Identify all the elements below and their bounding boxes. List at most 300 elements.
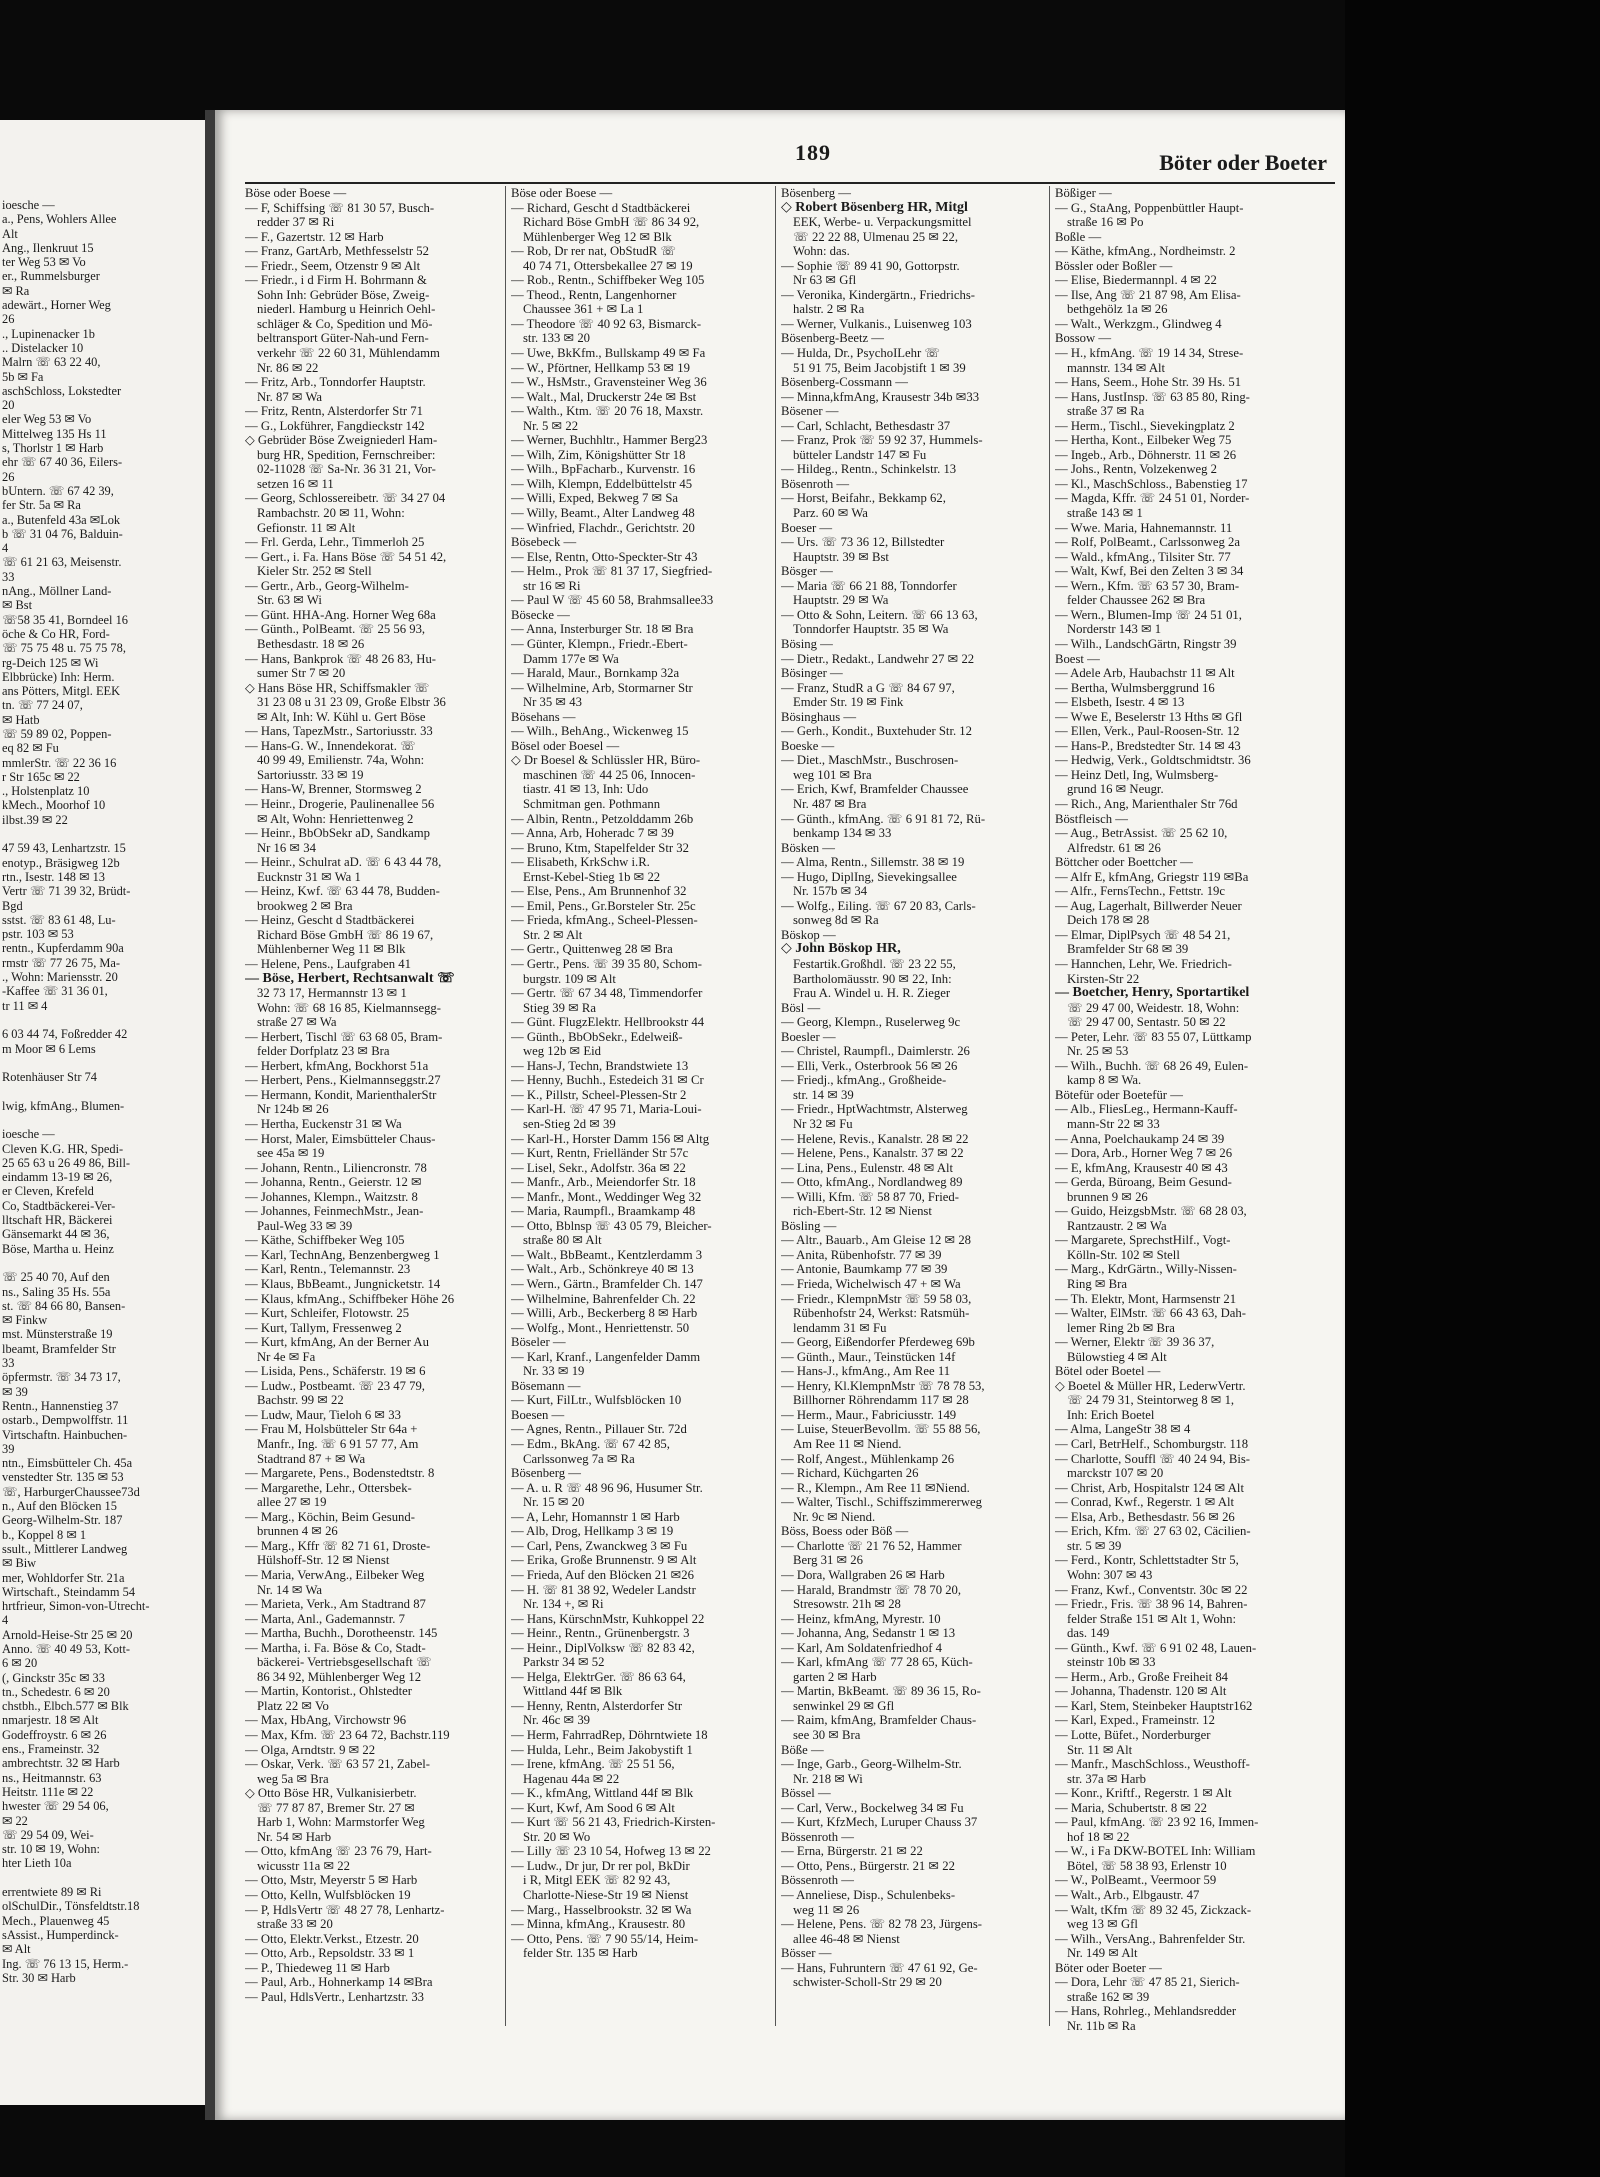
previous-page-line [2,1056,202,1070]
previous-page-line: eq 82 ✉ Fu [2,741,59,756]
directory-entry-line: — Günt. HHA-Ang. Horner Weg 68a [245,607,436,622]
directory-entry-line: — Marieta, Verk., Am Stadtrand 87 [245,1597,426,1612]
previous-page-line: Anno. ☏ 40 49 53, Kott- [2,1641,131,1656]
directory-entry-continuation: benkamp 134 ✉ 33 [793,826,892,841]
directory-entry-continuation: Deich 178 ✉ 28 [1067,913,1150,928]
directory-entry-line: — Ilse, Ang ☏ 21 87 98, Am Elisa- [1055,287,1241,302]
directory-entry-line: — Carl, BetrHelf., Schomburgstr. 118 [1055,1437,1249,1452]
directory-entry-line: — Fritz, Rentn, Alsterdorfer Str 71 [245,404,423,419]
directory-entry-line: — Edm., BkAng. ☏ 67 42 85, [511,1437,670,1452]
directory-entry-continuation: felder Straße 151 ✉ Alt 1, Wohn: [1067,1611,1236,1626]
directory-entry-continuation: Rübenhofstr 24, Werkst: Ratsmüh- [793,1306,970,1321]
directory-entry-line: — Elise, Biedermannpl. 4 ✉ 22 [1055,273,1217,288]
previous-page-line: Georg-Wilhelm-Str. 187 [2,1513,123,1528]
directory-entry-line: — P., Thiedeweg 11 ✉ Harb [245,1960,390,1975]
directory-entry-line: — Günth., Kwf. ☏ 6 91 02 48, Lauen- [1055,1640,1257,1655]
directory-entry-line: — Frieda, Auf den Blöcken 21 ✉26 [511,1567,694,1582]
directory-entry-line: — Emil, Pens., Gr.Borsteler Str. 25c [511,898,696,913]
previous-page-line: kMech., Moorhof 10 [2,798,106,813]
directory-entry-continuation: bütteler Landstr 147 ✉ Fu [793,447,927,462]
directory-entry-line: — Konr., Kriftf., Regerstr. 1 ✉ Alt [1055,1786,1232,1801]
directory-entry-line: Bößiger — [1055,186,1112,200]
previous-page-line: ☏ 25 40 70, Auf den [2,1270,110,1285]
directory-entry-continuation: Ernst-Kebel-Stieg 1b ✉ 22 [523,869,661,884]
directory-entry-continuation: felder Chaussee 262 ✉ Bra [1067,593,1206,608]
previous-page-line: nmarjestr. 18 ✉ Alt [2,1713,99,1728]
directory-entry-continuation: Nr. 218 ✉ Wi [793,1771,863,1786]
directory-entry-line: — Rolf, PolBeamt., Carlssonweg 2a [1055,535,1241,550]
directory-entry-line: — Olga, Arndtstr. 9 ✉ 22 [245,1742,376,1757]
directory-entry-continuation: Ring ✉ Bra [1067,1277,1127,1292]
previous-page-line: 47 59 43, Lenhartzstr. 15 [2,841,126,856]
directory-entry-line: — Karl, Kranf., Langenfelder Damm [511,1349,701,1364]
directory-entry-line: — Anneliese, Disp., Schulenbeks- [781,1887,956,1902]
previous-page-line: str. 10 ✉ 19, Wohn: [2,1842,100,1857]
directory-entry-line: — Karl, Am Soldatenfriedhof 4 [781,1640,943,1655]
directory-entry-continuation: Parkstr 34 ✉ 52 [523,1655,605,1670]
directory-entry-continuation: Nr. 25 ✉ 53 [1067,1044,1129,1059]
directory-entry-line: — Wilh, Klempn, Eddelbüttelstr 45 [511,476,693,491]
directory-entry-continuation: bäckerei- Vertriebsgesellschaft ☏ [257,1655,432,1670]
directory-entry-line: — Gertr., Quittenweg 28 ✉ Bra [511,942,673,957]
directory-entry-continuation: Bachstr. 99 ✉ 22 [257,1393,344,1408]
previous-page-line: ns., Saling 35 Hs. 55a [2,1284,111,1299]
previous-page-line: s, Thorlstr 1 ✉ Harb [2,441,104,456]
directory-entry-continuation: Str. 2 ✉ Alt [523,927,583,942]
directory-entry-line: Böstfleisch — [1055,811,1128,826]
directory-entry-line: — Wern., Kfm. ☏ 63 57 30, Bram- [1055,578,1240,593]
directory-entry-line: — Otto, kfmAng., Nordlandweg 89 [781,1175,963,1190]
directory-entry-line: — Hans, KürschnMstr, Kuhkoppel 22 [511,1611,705,1626]
directory-entry-line: — Frieda, kfmAng., Scheel-Plessen- [511,913,698,928]
directory-entry-line: — Antonie, Baumkamp 77 ✉ 39 [781,1262,948,1277]
directory-entry-line: — Friedr., KlempnMstr ☏ 59 58 03, [781,1291,972,1306]
directory-entry-line: — Heinz, Kwf. ☏ 63 44 78, Budden- [245,884,440,899]
previous-page-column [2,198,202,1985]
directory-entry-line: — Else, Pens., Am Brunnenhof 32 [511,884,687,899]
directory-entry-line: — G., StaAng, Poppenbüttler Haupt- [1055,200,1244,215]
directory-entry-continuation: ☏ 29 47 00, Sentastr. 50 ✉ 22 [1067,1015,1226,1030]
directory-entry-line: — Kurt, Tallym, Fressenweg 2 [245,1320,402,1335]
previous-page-line: Str. 30 ✉ Harb [2,1970,76,1985]
directory-entry-line: Böter oder Boeter — [1055,1960,1162,1975]
directory-entry-line: Bössenroth — [781,1873,854,1888]
directory-entry-line: — Hans, Bankprok ☏ 48 26 83, Hu- [245,651,437,666]
directory-entry-line: — Walt., Arb., Schönkreye 40 ✉ 13 [511,1262,694,1277]
directory-entry-continuation: halstr. 2 ✉ Ra [793,302,865,317]
directory-entry-line: — Kurt, Kwf, Am Sood 6 ✉ Alt [511,1800,675,1815]
directory-entry-line: — Bertha, Wulmsberggrund 16 [1055,680,1215,695]
directory-entry-line: — Wilh., Buchh. ☏ 68 26 49, Eulen- [1055,1058,1249,1073]
directory-entry-continuation: straße 143 ✉ 1 [1067,506,1143,521]
directory-entry-line: — Otto & Sohn, Leitern. ☏ 66 13 63, [781,607,978,622]
previous-page-line [2,1256,202,1270]
previous-page-line: öche & Co HR, Ford- [2,626,110,641]
previous-page-line: ioesche — [2,198,55,212]
previous-page-line: Cleven K.G. HR, Spedi- [2,1141,124,1156]
previous-page-line: ☏ 75 75 48 u. 75 75 78, [2,641,126,656]
directory-entry-line: — Alfr., FernsTechn., Fettstr. 19c [1055,884,1226,899]
directory-entry-line: Bösebeck — [511,535,577,550]
column-divider [505,186,506,2026]
previous-page-line: ☏ 59 89 02, Poppen- [2,726,112,741]
previous-page-line: rentn., Kupferdamm 90a [2,941,124,956]
previous-page-line: Elbbrücke) Inh: Herm. [2,669,115,684]
directory-entry-continuation: str. 133 ✉ 20 [523,331,591,346]
directory-entry-line: — Irene, kfmAng. ☏ 25 51 56, [511,1757,675,1772]
directory-entry-line: — A, Lehr, Homannstr 1 ✉ Harb [511,1509,680,1524]
previous-page-line: ✉ Alt [2,1942,31,1957]
directory-entry-line: Boesen — [511,1407,565,1422]
directory-entry-line: — Kurt, Schleifer, Flotowstr. 25 [245,1306,410,1321]
directory-entry-line: — Ellen, Verk., Paul-Roosen-Str. 12 [1055,724,1240,739]
previous-page-line: Co, Stadtbäckerei-Ver- [2,1198,116,1213]
directory-entry-line: — Henny, Buchh., Estedeich 31 ✉ Cr [511,1073,704,1088]
directory-entry-line: — Max, Kfm. ☏ 23 64 72, Bachstr.119 [245,1727,450,1742]
directory-entry-line: Bössenroth — [781,1829,854,1844]
previous-page-line: ✉ Ra [2,283,30,298]
directory-entry-continuation: 32 73 17, Hermannstr 13 ✉ 1 [257,986,407,1001]
directory-entry-line: — Otto, Pens., Bürgerstr. 21 ✉ 22 [781,1858,955,1873]
directory-page [215,110,1345,2120]
directory-entry-continuation: Kirsten-Str 22 [1067,971,1140,986]
directory-entry-line: — Erika, Große Brunnenstr. 9 ✉ Alt [511,1553,697,1568]
directory-entry-continuation: Bartholomäusstr. 90 ✉ 22, Inh: [793,971,952,986]
previous-page-line: tr 11 ✉ 4 [2,998,48,1013]
directory-entry-continuation: Nr 4e ✉ Fa [257,1349,316,1364]
directory-entry-line: Boest — [1055,651,1100,666]
previous-page-line: enotyp., Bräsigweg 12b [2,855,120,870]
previous-page-line: 39 [2,1441,15,1456]
directory-entry-line: — Hans-G. W., Innendekorat. ☏ [245,738,416,753]
directory-entry-continuation: Nr. 46c ✉ 39 [523,1713,591,1728]
directory-entry-line: — Martin, Kontorist., Ohlstedter [245,1684,413,1699]
directory-entry-continuation: mann-Str 22 ✉ 33 [1067,1117,1160,1131]
directory-entry-line: — Uwe, BkKfm., Bullskamp 49 ✉ Fa [511,346,706,361]
directory-entry-line: — Helene, Pens. ☏ 82 78 23, Jürgens- [781,1917,982,1932]
directory-entry-line: — Raim, kfmAng, Bramfelder Chaus- [781,1713,977,1728]
directory-entry-line: — Helene, Pens., Kanalstr. 37 ✉ 22 [781,1146,964,1161]
previous-page-line: -Kaffee ☏ 31 36 01, [2,984,108,999]
previous-page-line: b ☏ 31 04 76, Balduin- [2,526,123,541]
directory-entry-line: ◇ Boetel & Müller HR, LederwVertr. [1055,1378,1246,1393]
directory-entry-line: — Hugo, DiplIng, Sievekingsallee [781,869,957,884]
previous-page-line [2,1013,202,1027]
directory-entry-line: — Frau M, Holsbütteler Str 64a + [245,1422,418,1437]
directory-entry-continuation: rich-Ebert-Str. 12 ✉ Nienst [793,1204,932,1219]
directory-entry-continuation: Rantzaustr. 2 ✉ Wa [1067,1218,1167,1233]
directory-entry-continuation: Eucknstr 31 ✉ Wa 1 [257,869,361,884]
directory-entry-continuation: straße 33 ✉ 20 [257,1917,333,1932]
directory-entry-continuation: burgstr. 109 ✉ Alt [523,971,616,986]
directory-entry-continuation: Nr 16 ✉ 34 [257,840,316,855]
directory-entry-line: — Anna, Insterburger Str. 18 ✉ Bra [511,622,694,637]
directory-entry-continuation: Berg 31 ✉ 26 [793,1553,863,1568]
directory-entry-line: — Paul W ☏ 45 60 58, Brahmsallee33 [511,593,714,608]
directory-entry-line: — Wolfg., Eiling. ☏ 67 20 83, Carls- [781,898,976,913]
directory-entry-line: — Wwe E, Beselerstr 13 Hths ✉ Gfl [1055,709,1243,724]
directory-entry-continuation: Stieg 39 ✉ Ra [523,1000,597,1015]
scan-background [1345,0,1600,2177]
directory-entry-line: — Hulda, Dr., PsychoILehr ☏ [781,346,941,361]
directory-entry-line: — Charlotte, Souffl ☏ 40 24 94, Bis- [1055,1451,1251,1466]
directory-entry-line: — Frieda, Wichelwisch 47 + ✉ Wa [781,1277,961,1292]
directory-entry-line: — Walt., Arb., Elbgaustr. 47 [1055,1887,1200,1902]
directory-entry-line: — Heinr., Schulrat aD. ☏ 6 43 44 78, [245,855,442,870]
directory-entry-line: — Hans-J., kfmAng., Am Ree 11 [781,1364,951,1379]
directory-entry-line: — Gertr., Pens. ☏ 39 35 80, Schom- [511,956,703,971]
directory-entry-line: Böseler — [511,1335,566,1350]
previous-page-line: lwig, kfmAng., Blumen- [2,1098,125,1113]
directory-entry-continuation: Harb 1, Wohn: Marmstorfer Weg [257,1815,425,1830]
directory-entry-line: — Friedj., kfmAng., Großheide- [781,1073,947,1088]
previous-page-line: ✉ Bst [2,598,33,613]
directory-entry-line: Bösenroth — [781,476,850,491]
directory-entry-line: — Richard, Gescht d Stadtbäckerei [511,200,691,215]
directory-entry-line: Bossow — [1055,331,1112,346]
directory-entry-continuation: ☏ 29 47 00, Weidestr. 18, Wohn: [1067,1000,1240,1015]
directory-entry-line: — Manfr., Arb., Meiendorfer Str. 18 [511,1175,696,1190]
directory-entry-continuation: Sartoriusstr. 33 ✉ 19 [257,767,364,782]
directory-entry-line: — Frl. Gerda, Lehr., Timmerloh 25 [245,535,425,550]
directory-entry-line: — Böse, Herbert, Rechtsanwalt ☏ [245,971,455,986]
directory-entry-line: Bösecke — [511,607,570,622]
directory-entry-continuation: Alfredstr. 61 ✉ 26 [1067,840,1161,855]
directory-entry-line: — Franz, Prok ☏ 59 92 37, Hummels- [781,433,983,448]
previous-page-line: ✉ 39 [2,1384,28,1399]
previous-page-line: ✉ Hatb [2,712,40,727]
directory-entry-continuation: Nr. 11b ✉ Ra [1067,2018,1136,2033]
directory-entry-continuation: schwister-Scholl-Str 29 ✉ 20 [793,1975,942,1990]
previous-page-line: sstst. ☏ 83 61 48, Lu- [2,912,116,927]
directory-entry-line: Bösing — [781,636,833,651]
directory-entry-line: — Georg, Eißendorfer Pferdeweg 69b [781,1335,975,1350]
previous-page-line: ., Wohn: Mariensstr. 20 [2,970,118,985]
previous-page-line: tn. ☏ 77 24 07, [2,698,83,713]
directory-entry-line: — W., i Fa DKW-BOTEL Inh: William [1055,1844,1256,1859]
previous-page-line: fer Str. 5a ✉ Ra [2,498,81,513]
directory-entry-line: — Kurt, kfmAng, An der Berner Au [245,1335,429,1350]
directory-entry-continuation: ☏ 77 87 87, Bremer Str. 27 ✉ [257,1800,415,1815]
directory-entry-line: — Hans, Fuhruntern ☏ 47 61 92, Ge- [781,1960,978,1975]
directory-entry-line: — Franz, GartArb, Methfesselstr 52 [245,244,429,259]
directory-entry-line: — W., Pförtner, Hellkamp 53 ✉ 19 [511,360,690,375]
directory-entry-line: — Franz, Kwf., Conventstr. 30c ✉ 22 [1055,1582,1248,1597]
directory-entry-line: — Friedr., Seem, Otzenstr 9 ✉ Alt [245,258,421,273]
directory-entry-line: — Erich, Kwf, Bramfelder Chaussee [781,782,969,797]
directory-entry-line: — H. ☏ 81 38 92, Wedeler Landstr [511,1582,696,1597]
directory-entry-continuation: bethgehölz 1a ✉ 26 [1067,302,1168,317]
previous-page-line: Wirtschaft., Steindamm 54 [2,1584,136,1599]
previous-page-line: (, Ginckstr 35c ✉ 33 [2,1670,105,1685]
directory-entry-line: — Johanna, Ang, Sedanstr 1 ✉ 13 [781,1626,956,1641]
directory-entry-continuation: Am Ree 11 ✉ Niend. [793,1437,902,1452]
directory-entry-continuation: Stresowstr. 21h ✉ 28 [793,1597,901,1612]
previous-page-line: ., Lupinenacker 1b [2,326,95,341]
directory-entry-continuation: allee 27 ✉ 19 [257,1495,327,1510]
directory-entry-line: — Charlotte ☏ 21 76 52, Hammer [781,1538,962,1553]
directory-entry-continuation: Chaussee 361 + ✉ La 1 [523,302,644,317]
directory-entry-continuation: brookweg 2 ✉ Bra [257,898,353,913]
directory-entry-line: — Harald, Maur., Bornkamp 32a [511,666,680,681]
directory-entry-line: — Elli, Verk., Osterbrook 56 ✉ 26 [781,1058,958,1073]
directory-entry-line: — Karl, Stem, Steinbeker Hauptstr162 [1055,1698,1253,1713]
directory-entry-line: — Harald, Brandmstr ☏ 78 70 20, [781,1582,962,1597]
directory-entry-continuation: marckstr 107 ✉ 20 [1067,1466,1164,1481]
directory-entry-continuation: Inh: Erich Boetel [1067,1407,1155,1422]
directory-entry-line: Bösken — [781,840,835,855]
directory-entry-line: — Johannes, FeinmechMstr., Jean- [245,1204,424,1219]
directory-entry-continuation: setzen 16 ✉ 11 [257,476,334,491]
directory-entry-continuation: Nr. 33 ✉ 19 [523,1364,585,1379]
directory-entry-continuation: burg HR, Spedition, Fernschreiber: [257,447,436,462]
directory-entry-line: Bösger — [781,564,833,579]
previous-page-line: m Moor ✉ 6 Lems [2,1041,96,1056]
directory-entry-continuation: Hagenau 44a ✉ 22 [523,1771,620,1786]
previous-page-line: ilbst.39 ✉ 22 [2,812,68,827]
directory-entry-continuation: Str. 20 ✉ Wo [523,1829,591,1844]
directory-entry-line: — Martha, Buchh., Dorotheenstr. 145 [245,1626,438,1641]
directory-entry-line: — Elmar, DiplPsych ☏ 48 54 21, [1055,927,1231,942]
directory-entry-line: — Elsbeth, Isestr. 4 ✉ 13 [1055,695,1185,710]
directory-entry-continuation: allee 46-48 ✉ Nienst [793,1931,900,1946]
directory-entry-continuation: Wohn: das. [793,244,850,259]
directory-entry-line: — Magda, Kffr. ☏ 24 51 01, Norder- [1055,491,1250,506]
directory-entry-line: — Henry, Kl.KlempnMstr ☏ 78 78 53, [781,1378,985,1393]
directory-entry-line: — Herm., Arb., Große Freiheit 84 [1055,1669,1229,1684]
directory-entry-line: — Theod., Rentn, Langenhorner [511,287,677,302]
directory-entry-continuation: grund 16 ✉ Neugr. [1067,782,1164,797]
directory-entry-continuation: Nr. 487 ✉ Bra [793,796,867,811]
previous-page-line: Ing. ☏ 76 13 15, Herm.- [2,1956,129,1971]
previous-page-line: Rotenhäuser Str 74 [2,1070,97,1085]
directory-entry-continuation: Bötel, ☏ 58 38 93, Erlenstr 10 [1067,1858,1227,1873]
directory-entry-line: Boesler — [781,1029,836,1044]
directory-entry-line: Bössel — [781,1786,831,1801]
page-number: 189 [795,140,831,165]
directory-entry-line: — F., Gazertstr. 12 ✉ Harb [245,229,384,244]
directory-entry-line: — Gerda, Büroang, Beim Gesund- [1055,1175,1232,1190]
directory-entry-line: — Guido, HeizgsbMstr. ☏ 68 28 03, [1055,1204,1247,1219]
previous-page-line [2,1113,202,1127]
directory-entry-continuation: sen-Stieg 2d ✉ 39 [523,1117,616,1131]
directory-entry-line: — Günter, Klempn., Friedr.-Ebert- [511,636,688,651]
directory-entry-line: Bösel oder Boesel — [511,738,620,753]
previous-page-line: ✉ Biw [2,1556,37,1571]
directory-entry-continuation: Emder Str. 19 ✉ Fink [793,695,904,710]
previous-page-line: er., Rummelsburger [2,269,100,284]
directory-entry-line: — Wwe. Maria, Hahnemannstr. 11 [1055,520,1233,535]
directory-entry-line: Böse oder Boese — [511,186,613,200]
directory-entry-line: — Luise, SteuerBevollm. ☏ 55 88 56, [781,1422,981,1437]
directory-entry-line: — Helene, Revis., Kanalstr. 28 ✉ 22 [781,1131,969,1146]
directory-entry-line: — Wern., Blumen-Imp ☏ 24 51 01, [1055,607,1242,622]
directory-entry-line: — Karl, Rentn., Telemannstr. 23 [245,1262,411,1277]
previous-page-line: ens., Frameinstr. 32 [2,1742,100,1757]
directory-entry-line: — Bruno, Ktm, Stapelfelder Str 32 [511,840,689,855]
directory-entry-line: Bötel oder Boetel — [1055,1364,1161,1379]
directory-entry-continuation: Damm 177e ✉ Wa [523,651,619,666]
directory-entry-continuation: Rambachstr. 20 ✉ 11, Wohn: [257,506,405,521]
previous-page-line: rg-Deich 125 ✉ Wi [2,655,99,670]
previous-page-line: mst. Münsterstraße 19 [2,1327,113,1342]
previous-page-line: hrtfrieur, Simon-von-Utrecht- [2,1599,150,1614]
directory-entry-continuation: Bülowstieg 4 ✉ Alt [1067,1349,1167,1364]
directory-entry-line: — Karl-H., Horster Damm 156 ✉ Altg [511,1131,710,1146]
directory-entry-line: ◇ John Böskop HR, [781,942,901,957]
directory-entry-continuation: see 30 ✉ Bra [793,1727,861,1742]
previous-page-line: ns., Heitmannstr. 63 [2,1770,102,1785]
directory-entry-line: — Otto, Pens. ☏ 7 90 55/14, Heim- [511,1931,699,1946]
previous-page-line: eler Weg 53 ✉ Vo [2,412,92,427]
directory-entry-continuation: str. 14 ✉ 39 [793,1087,854,1102]
directory-entry-line: — Henny, Rentn, Alsterdorfer Str [511,1698,683,1713]
previous-page-line: lbeamt, Bramfelder Str [2,1341,116,1356]
previous-page-line: adewärt., Horner Weg [2,298,111,313]
directory-entry-line: — Käthe, kfmAng., Nordheimstr. 2 [1055,244,1236,259]
directory-entry-continuation: Wohn: ☏ 68 16 85, Kielmannsegg- [257,1000,441,1015]
directory-entry-line: — Kurt, FilLtr., Wulfsblöcken 10 [511,1393,682,1408]
previous-page-line: rmstr ☏ 77 26 75, Ma- [2,955,121,970]
directory-entry-continuation: weg 5a ✉ Bra [257,1771,329,1786]
previous-page-line: Mech., Plauenweg 45 [2,1913,110,1928]
directory-entry-line: — Alb, Drog, Hellkamp 3 ✉ 19 [511,1524,674,1539]
directory-entry-line: ◇ Dr Boesel & Schlüssler HR, Büro- [511,753,701,768]
previous-page-line: ☏, HarburgerChaussee73d [2,1484,140,1499]
directory-entry-continuation: Gefionstr. 11 ✉ Alt [257,520,356,535]
directory-entry-line: — Minna,kfmAng, Krausestr 34b ✉33 [781,389,980,404]
previous-page-line: Virtschaftn. Hainbuchen- [2,1427,128,1442]
directory-entry-line: — Willy, Beamt., Alter Landweg 48 [511,506,695,521]
directory-entry-line: — Lisel, Sekr., Adolfstr. 36a ✉ 22 [511,1160,686,1175]
directory-entry-continuation: felder Dorfplatz 23 ✉ Bra [257,1044,390,1059]
previous-page-line: olSchulDir., Tönsfeldtstr.18 [2,1899,140,1914]
directory-entry-line: — Heinz Detl, Ing, Wulmsberg- [1055,767,1219,782]
directory-entry-line: — Heinr., Rentn., Grünenbergstr. 3 [511,1626,690,1641]
previous-page-line [2,1871,202,1885]
previous-page-line: Bgd [2,898,23,913]
directory-entry-line: — Hannchen, Lehr, We. Friedrich- [1055,956,1232,971]
directory-entry-line: — Johanna, Thadenstr. 120 ✉ Alt [1055,1684,1227,1699]
directory-entry-line: — Kurt, Rentn, Frielländer Str 57c [511,1146,689,1161]
directory-entry-line: — Wilh., LandschGärtn, Ringstr 39 [1055,636,1237,651]
previous-page-line: sAssist., Humperdinck- [2,1927,119,1942]
directory-entry-line: — Rob., Rentn., Schiffbeker Weg 105 [511,273,705,288]
directory-entry-line: — Karl-H. ☏ 47 95 71, Maria-Loui- [511,1102,702,1117]
directory-entry-line: — Carl, Verw., Bockelweg 34 ✉ Fu [781,1800,964,1815]
directory-entry-line: — Kl., MaschSchloss., Babenstieg 17 [1055,476,1248,491]
directory-entry-line: — Winfried, Flachdr., Gerichtstr. 20 [511,520,695,535]
directory-entry-line: Bösehans — [511,709,576,724]
previous-page-line: Arnold-Heise-Str 25 ✉ 20 [2,1627,133,1642]
directory-entry-line: — Peter, Lehr. ☏ 83 55 07, Lüttkamp [1055,1029,1252,1044]
directory-column-2 [511,186,769,1961]
previous-page-line: lltschaft HR, Bäckerei [2,1213,113,1228]
directory-entry-line: — Boetcher, Henry, Sportartikel [1055,986,1250,1001]
directory-entry-line: — Friedr., i d Firm H. Bohrmann & [245,273,427,288]
directory-entry-line: — Margarete, Pens., Bodenstedtstr. 8 [245,1466,435,1481]
directory-entry-line: — Richard, Küchgarten 26 [781,1466,919,1481]
previous-page-line: venstedter Str. 135 ✉ 53 [2,1470,124,1485]
directory-entry-line: — Gertr., Arb., Georg-Wilhelm- [245,578,409,593]
previous-page-line [2,1084,202,1098]
directory-entry-line: — Johannes, Klempn., Waitzstr. 8 [245,1189,418,1204]
directory-entry-line: — Friedr., HptWachtmstr, Alsterweg [781,1102,968,1117]
previous-page-line: n., Auf den Blöcken 15 [2,1499,117,1514]
directory-entry-line: Bösenberg — [511,1466,581,1481]
previous-page-line: hwester ☏ 29 54 06, [2,1799,109,1814]
directory-entry-continuation: Richard Böse GmbH ☏ 86 19 67, [257,927,434,942]
